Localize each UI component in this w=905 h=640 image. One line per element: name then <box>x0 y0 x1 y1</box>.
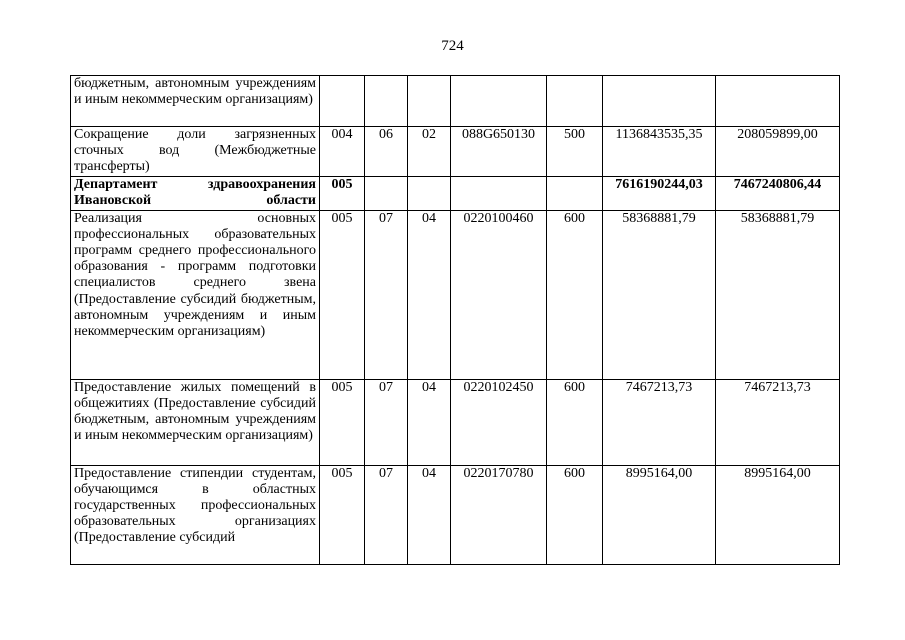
subsection-code: 04 <box>408 465 451 564</box>
expense-type-code <box>547 76 603 127</box>
table-row <box>71 176 840 210</box>
target-article-code: 0220100460 <box>451 210 547 379</box>
budget-table <box>70 75 840 565</box>
row-name: Сокращение доли загрязненных сточных вод (Межбюджетные трансферты) <box>71 127 320 177</box>
expense-type-code: 500 <box>547 127 603 177</box>
amount-2: 7467213,73 <box>716 379 840 465</box>
amount-2 <box>716 76 840 127</box>
ministry-code: 004 <box>320 127 365 177</box>
amount-2: 8995164,00 <box>716 465 840 564</box>
section-code: 07 <box>365 210 408 379</box>
ministry-code: 005 <box>320 210 365 379</box>
row-name: Реализация основных профессиональных образовательных программ среднего профессионального образования - программ подготовки специалистов среднего звена (Предоставление субсидий бюджетным, автономным учреждениям и иным некоммерческим организациям) <box>71 210 320 379</box>
subsection-code: 02 <box>408 127 451 177</box>
expense-type-code <box>547 176 603 210</box>
subsection-code: 04 <box>408 210 451 379</box>
section-code: 06 <box>365 127 408 177</box>
expense-type-code: 600 <box>547 379 603 465</box>
target-article-code: 0220102450 <box>451 379 547 465</box>
amount-2: 7467240806,44 <box>716 176 840 210</box>
amount-1: 7467213,73 <box>603 379 716 465</box>
target-article-code: 088G650130 <box>451 127 547 177</box>
section-code: 07 <box>365 465 408 564</box>
subsection-code <box>408 76 451 127</box>
table-row <box>71 379 840 465</box>
amount-1: 7616190244,03 <box>603 176 716 210</box>
amount-2: 58368881,79 <box>716 210 840 379</box>
subsection-code: 04 <box>408 379 451 465</box>
target-article-code: 0220170780 <box>451 465 547 564</box>
table-row <box>71 210 840 379</box>
row-name: Предоставление жилых помещений в общежитиях (Предоставление субсидий бюджетным, автономным учреждениям и иным некоммерческим организациям) <box>71 379 320 465</box>
target-article-code <box>451 176 547 210</box>
table-row <box>71 127 840 177</box>
ministry-code: 005 <box>320 379 365 465</box>
expense-type-code: 600 <box>547 210 603 379</box>
amount-1: 58368881,79 <box>603 210 716 379</box>
section-code <box>365 76 408 127</box>
amount-1: 8995164,00 <box>603 465 716 564</box>
amount-2: 208059899,00 <box>716 127 840 177</box>
amount-1: 1136843535,35 <box>603 127 716 177</box>
ministry-code: 005 <box>320 465 365 564</box>
table-row <box>71 76 840 127</box>
amount-1 <box>603 76 716 127</box>
row-name: Департамент здравоохранения Ивановской области <box>71 176 320 210</box>
section-code: 07 <box>365 379 408 465</box>
target-article-code <box>451 76 547 127</box>
page-number: 724 <box>441 38 464 54</box>
table-row <box>71 465 840 564</box>
subsection-code <box>408 176 451 210</box>
ministry-code <box>320 76 365 127</box>
row-name: бюджетным, автономным учреждениям и иным некоммерческим организациям) <box>71 76 320 127</box>
ministry-code: 005 <box>320 176 365 210</box>
expense-type-code: 600 <box>547 465 603 564</box>
row-name: Предоставление стипендии студентам, обучающимся в областных государственных профессиональных образовательных организациях (Предоставление субсидий <box>71 465 320 564</box>
section-code <box>365 176 408 210</box>
